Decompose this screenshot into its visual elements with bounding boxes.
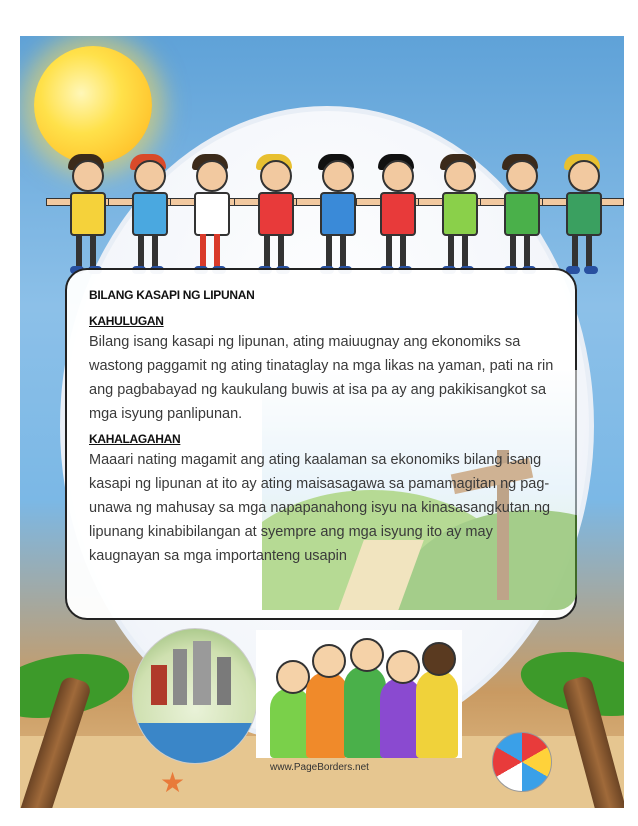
kid-figure-icon <box>60 154 112 284</box>
content-box <box>65 268 577 620</box>
kid-figure-icon <box>184 154 236 284</box>
city-environment-illustration <box>132 628 258 764</box>
section-body-kahalagahan: Maaari nating magamit ang ating kaalaman sa ekonomiks bilang isang kasapi ng lipunan at ito ay ating maisasagawa sa pamamagitan ng pag-unawa ng mahusay sa mga napapanahong isyu na kinasasangkutan ng lipunang kinabibilangan at syempre ang mga isyung ito ay may kaugnayan sa mga importanteng usapin <box>89 452 551 564</box>
section-title-kahalagahan: KAHALAGAHAN <box>89 432 181 446</box>
section-title-kahulugan: KAHULUGAN <box>89 314 164 328</box>
document-heading: BILANG KASAPI NG LIPUNAN <box>89 288 255 302</box>
kid-figure-icon <box>432 154 484 284</box>
starfish-icon: ★ <box>160 767 186 798</box>
footer-url: www.PageBorders.net <box>270 762 369 773</box>
kid-figure-icon <box>556 154 608 284</box>
kid-figure-icon <box>370 154 422 284</box>
kid-figure-icon <box>122 154 174 284</box>
kid-figure-icon <box>248 154 300 284</box>
sun-icon <box>34 46 152 164</box>
section-body-kahulugan: Bilang isang kasapi ng lipunan, ating maiuugnay ang ekonomiks sa wastong paggamit ng ating tinataglay na mga likas na yaman, pati na rin ang pagbabayad ng kaukulang buwis at isa pa ay ang pakikisangkot sa mga isyung panlipunan. <box>89 334 554 422</box>
group-of-kids-illustration <box>256 630 462 758</box>
beach-ball-icon <box>492 732 552 792</box>
kid-figure-icon <box>310 154 362 284</box>
kid-figure-icon <box>494 154 546 284</box>
